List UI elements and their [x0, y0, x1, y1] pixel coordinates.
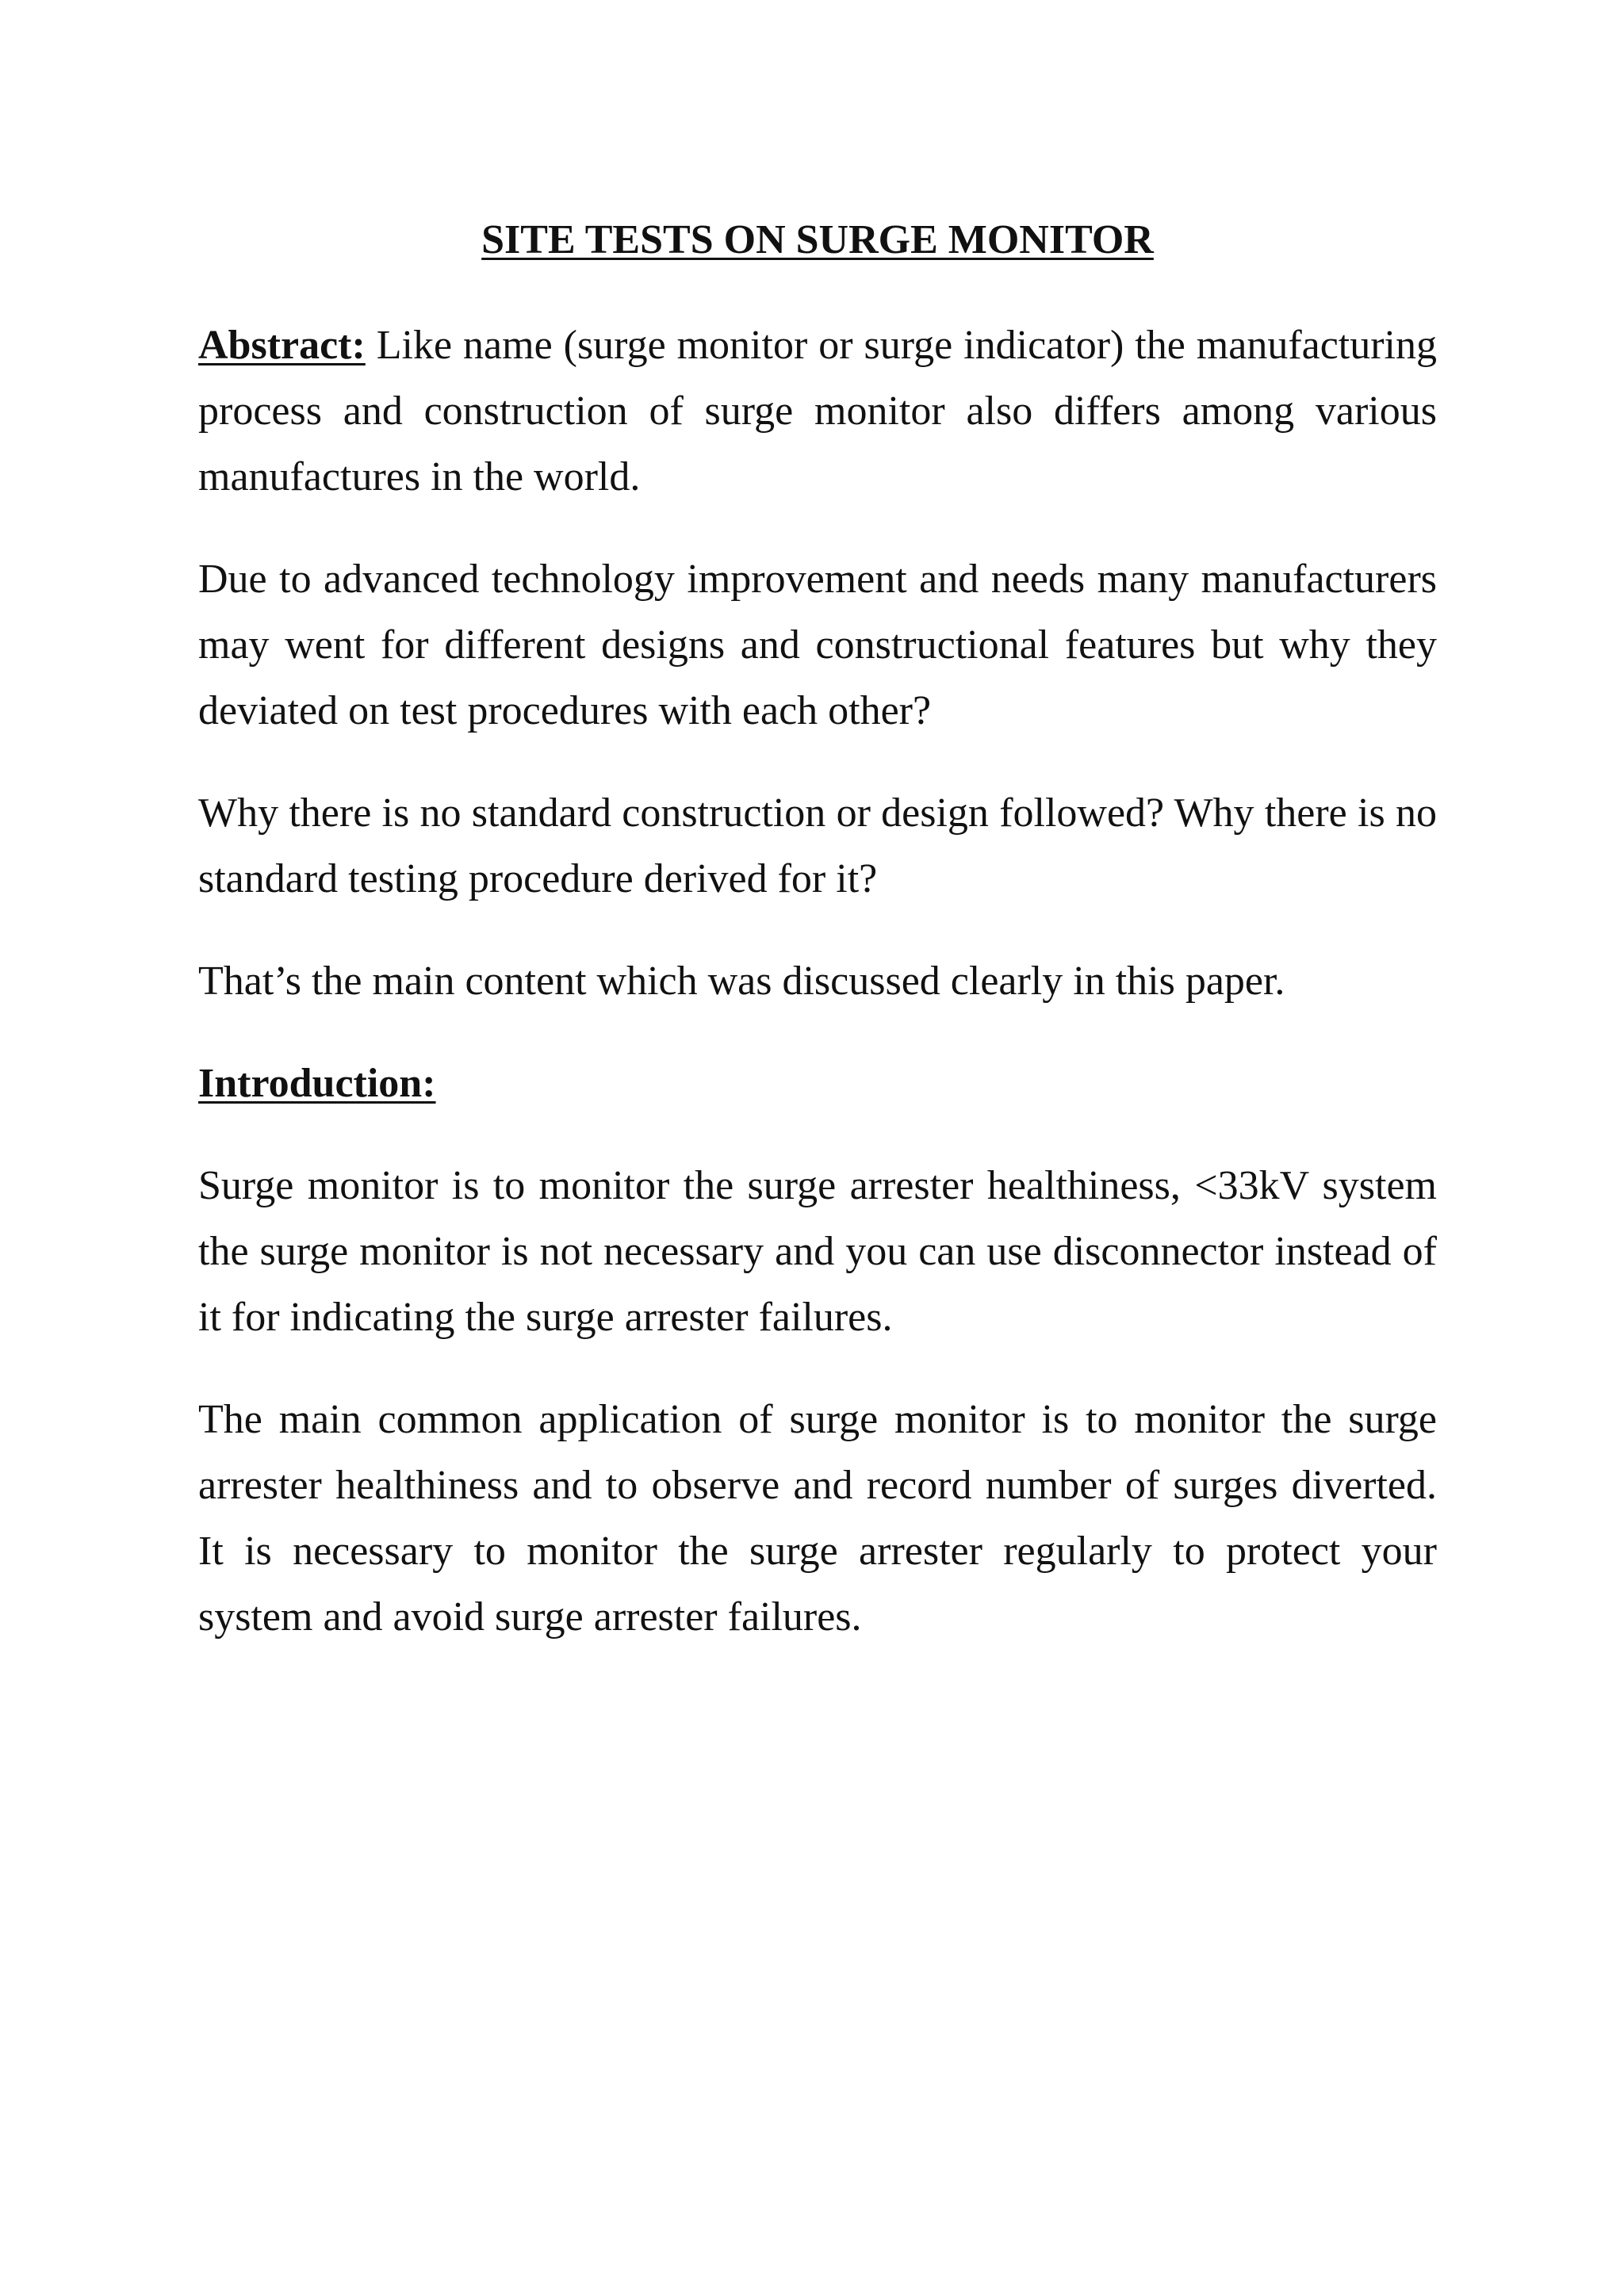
abstract-paragraph-1	[198, 312, 1437, 510]
abstract-text-1: Like name (surge monitor or surge indicator) the manufacturing process and construction of surge monitor also differs among various manufactures in the world.	[198, 323, 1437, 499]
introduction-paragraph-2: The main common application of surge monitor is to monitor the surge arrester healthiness and to observe and record number of surges diverted. It is necessary to monitor the surge arrester regularly to protect your system and avoid surge arrester failures.	[198, 1397, 1437, 1640]
introduction-heading: Introduction:	[198, 1061, 436, 1106]
abstract-paragraph-4: That’s the main content which was discussed clearly in this paper.	[198, 959, 1285, 1004]
abstract-paragraph-3: Why there is no standard construction or design followed? Why there is no standard testing procedure derived for it?	[198, 790, 1437, 901]
document-title: SITE TESTS ON SURGE MONITOR	[481, 217, 1154, 262]
document-content	[198, 212, 1437, 1686]
abstract-paragraph-2: Due to advanced technology improvement and needs many manufacturers may went for different designs and constructional features but why they deviated on test procedures with each other?	[198, 557, 1437, 733]
introduction-paragraph-1: Surge monitor is to monitor the surge arrester healthiness, <33kV system the surge monitor is not necessary and you can use disconnector instead of it for indicating the surge arrester failures.	[198, 1163, 1437, 1340]
abstract-label: Abstract:	[198, 323, 366, 368]
